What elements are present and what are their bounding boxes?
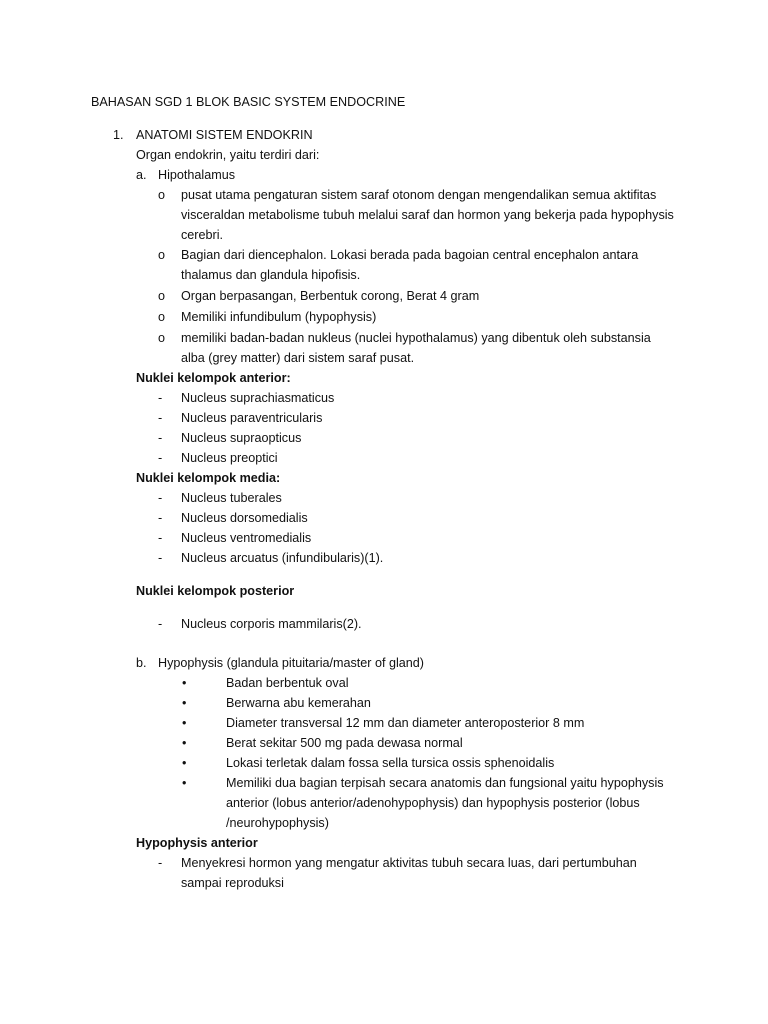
list-item-line: /neurohypophysis) [226, 816, 329, 830]
heading-posterior: Nuklei kelompok posterior [136, 584, 295, 598]
list-item-line: sampai reproduksi [181, 876, 284, 890]
section-number: 1. [113, 128, 124, 142]
list-item-line: Badan berbentuk oval [226, 676, 349, 690]
list-item-line: Berwarna abu kemerahan [226, 696, 371, 710]
list-marker-b: b. [136, 656, 147, 670]
bullet-marker: • [182, 776, 187, 790]
heading-hypophysis-anterior: Hypophysis anterior [136, 836, 258, 850]
list-item: Nucleus dorsomedialis [181, 511, 308, 525]
list-item-line: Bagian dari diencephalon. Lokasi berada pada bagoian central encephalon antara [181, 248, 639, 262]
list-item-line: memiliki badan-badan nukleus (nuclei hypothalamus) yang dibentuk oleh substansia [181, 331, 651, 345]
list-item-line: cerebri. [181, 228, 223, 242]
bullet-marker: o [158, 188, 166, 202]
list-item: Nucleus suprachiasmaticus [181, 391, 335, 405]
list-item-line: Lokasi terletak dalam fossa sella tursica ossis sphenoidalis [226, 756, 555, 770]
list-item-line: alba (grey matter) dari sistem saraf pusat. [181, 351, 415, 365]
bullet-marker: o [158, 310, 166, 324]
bullet-marker: • [182, 756, 187, 770]
list-item-line: Menyekresi hormon yang mengatur aktivitas tubuh secara luas, dari pertumbuhan [181, 856, 637, 870]
list-item: Nucleus ventromedialis [181, 531, 312, 545]
list-item-line: Organ berpasangan, Berbentuk corong, Berat 4 gram [181, 289, 480, 303]
list-item-line: anterior (lobus anterior/adenohypophysis) dan hypophysis posterior (lobus [226, 796, 640, 810]
dash-marker: - [158, 511, 163, 525]
bullet-marker: o [158, 248, 166, 262]
list-item: Nucleus corporis mammilaris(2). [181, 617, 362, 631]
dash-marker: - [158, 617, 163, 631]
dash-marker: - [158, 551, 163, 565]
list-marker-a: a. [136, 168, 147, 182]
bullet-marker: • [182, 716, 187, 730]
bullet-marker: • [182, 676, 187, 690]
list-item: Nucleus arcuatus (infundibularis)(1). [181, 551, 384, 565]
list-item: Nucleus paraventricularis [181, 411, 323, 425]
list-item: Nucleus tuberales [181, 491, 282, 505]
dash-marker: - [158, 531, 163, 545]
bullet-marker: o [158, 331, 166, 345]
list-item-line: pusat utama pengaturan sistem saraf otonom dengan mengendalikan semua aktifitas [181, 188, 657, 202]
dash-marker: - [158, 391, 163, 405]
section-intro: Organ endokrin, yaitu terdiri dari: [136, 148, 320, 162]
dash-marker: - [158, 451, 163, 465]
list-item: Nucleus preoptici [181, 451, 278, 465]
list-item-line: visceraldan metabolisme tubuh melalui saraf dan hormon yang bekerja pada hypophysis [181, 208, 674, 222]
list-item-line: thalamus dan glandula hipofisis. [181, 268, 361, 282]
bullet-marker: o [158, 289, 166, 303]
subsection-title-hypophysis: Hypophysis (glandula pituitaria/master of gland) [158, 656, 425, 670]
subsection-title-hipothalamus: Hipothalamus [158, 168, 236, 182]
list-item-line: Memiliki infundibulum (hypophysis) [181, 310, 377, 324]
dash-marker: - [158, 431, 163, 445]
bullet-marker: • [182, 696, 187, 710]
list-item-line: Diameter transversal 12 mm dan diameter anteroposterior 8 mm [226, 716, 585, 730]
dash-marker: - [158, 411, 163, 425]
section-title: ANATOMI SISTEM ENDOKRIN [136, 128, 313, 142]
dash-marker: - [158, 856, 163, 870]
dash-marker: - [158, 491, 163, 505]
list-item: Nucleus supraopticus [181, 431, 302, 445]
bullet-marker: • [182, 736, 187, 750]
list-item-line: Berat sekitar 500 mg pada dewasa normal [226, 736, 463, 750]
document-title: BAHASAN SGD 1 BLOK BASIC SYSTEM ENDOCRINE [91, 95, 406, 109]
heading-anterior: Nuklei kelompok anterior: [136, 371, 291, 385]
heading-media: Nuklei kelompok media: [136, 471, 281, 485]
list-item-line: Memiliki dua bagian terpisah secara anatomis dan fungsional yaitu hypophysis [226, 776, 664, 790]
